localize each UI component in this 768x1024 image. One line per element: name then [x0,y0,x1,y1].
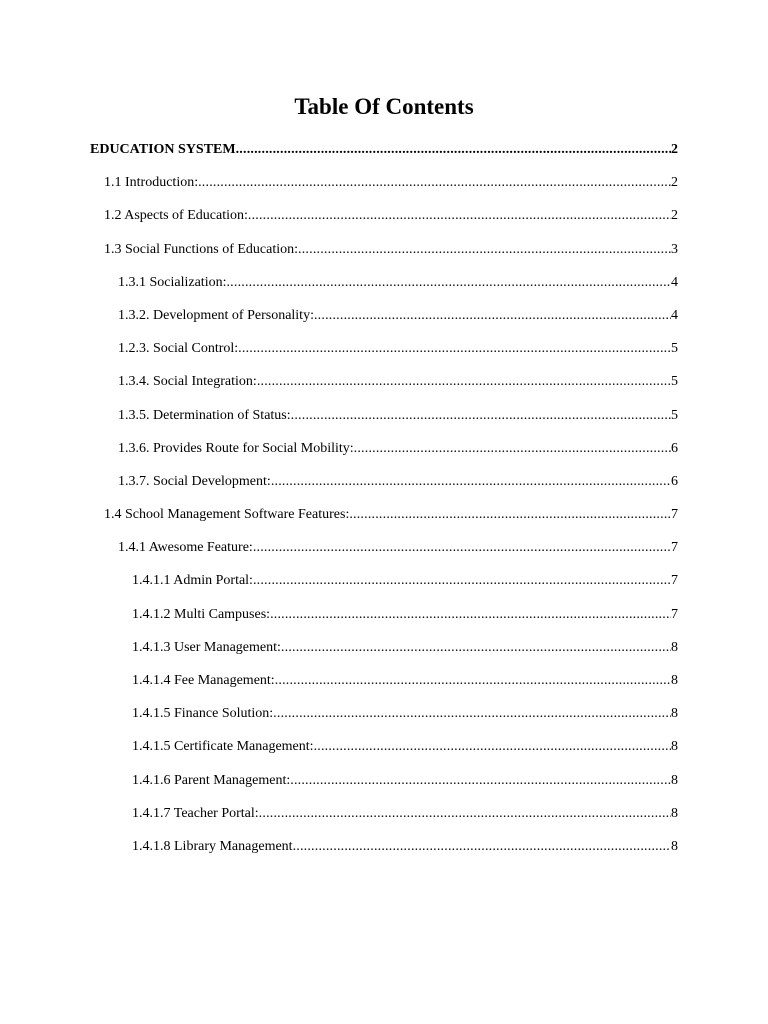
toc-entry-line[interactable] [104,505,678,525]
toc-entry-page-number: 2 [671,208,678,224]
toc-entry-line[interactable] [104,173,678,193]
toc-entry-page-number: 8 [671,706,678,722]
toc-entry-page-number: 8 [671,739,678,755]
toc-entry-line[interactable] [104,240,678,260]
toc-entry-text: 1.4.1.8 Library Management [132,838,293,854]
toc-dot-leader [298,240,671,260]
toc-entry-page-number: 8 [671,838,678,854]
toc-dot-leader [293,837,671,857]
toc-entry-line[interactable] [104,206,678,226]
toc-entry-text: 1.1 Introduction: [104,175,199,191]
toc-entry[interactable] [0,770,768,803]
toc-entry-page-number: 7 [671,540,678,556]
toc-entry[interactable] [0,272,768,305]
toc-entry-text: 1.4.1.6 Parent Management: [132,772,291,788]
toc-entry-text: 1.4.1.5 Finance Solution: [132,706,274,722]
toc-entry-text: 1.3 Social Functions of Education: [104,241,299,257]
toc-entry-text: 1.3.2. Development of Personality: [118,307,314,323]
toc-entry[interactable] [0,471,768,504]
toc-dot-leader [291,406,671,426]
toc-entry-line[interactable] [132,704,678,724]
toc-entry-page-number: 6 [671,440,678,456]
toc-entry-page-number: 3 [671,241,678,257]
toc-dot-leader [349,505,671,525]
toc-entry-line[interactable] [118,538,678,558]
toc-dot-leader [253,538,671,558]
toc-entry[interactable] [0,405,768,438]
toc-entry-text: 1.2.3. Social Control: [118,341,239,357]
toc-entry-text: 1.4.1.1 Admin Portal: [132,573,253,589]
toc-entry-page-number: 6 [671,473,678,489]
toc-entry-page-number: 8 [671,772,678,788]
toc-list [0,139,768,869]
toc-entry-text: EDUCATION SYSTEM [90,142,236,157]
toc-entry-line[interactable] [132,571,678,591]
toc-entry[interactable] [0,205,768,238]
toc-dot-leader [198,173,671,193]
toc-entry[interactable] [0,836,768,869]
toc-entry-line[interactable] [118,372,678,392]
toc-entry-text: 1.3.4. Social Integration: [118,374,257,390]
toc-entry-page-number: 2 [671,175,678,191]
toc-entry[interactable] [0,537,768,570]
toc-entry-page-number: 5 [671,407,678,423]
toc-dot-leader [259,804,671,824]
toc-dot-leader [275,671,671,691]
toc-entry-page-number: 5 [671,374,678,390]
toc-entry-page-number: 8 [671,639,678,655]
toc-entry[interactable] [0,803,768,836]
toc-entry[interactable] [0,604,768,637]
toc-dot-leader [248,206,671,226]
toc-entry-page-number: 2 [671,142,678,157]
toc-dot-leader [270,605,671,625]
toc-entry-line[interactable] [132,671,678,691]
toc-entry-page-number: 8 [671,805,678,821]
toc-entry-text: 1.4.1.7 Teacher Portal: [132,805,259,821]
toc-entry-text: 1.2 Aspects of Education: [104,208,248,224]
toc-entry-text: 1.4.1.5 Certificate Management: [132,739,314,755]
toc-dot-leader [314,306,671,326]
toc-entry-page-number: 7 [671,573,678,589]
toc-entry[interactable] [0,703,768,736]
toc-dot-leader [236,140,671,160]
toc-entry-text: 1.3.1 Socialization: [118,274,227,290]
toc-dot-leader [273,704,671,724]
toc-entry[interactable] [0,239,768,272]
toc-entry[interactable] [0,172,768,205]
toc-entry-line[interactable] [132,771,678,791]
toc-entry-page-number: 7 [671,507,678,523]
toc-entry[interactable] [0,736,768,769]
toc-entry-line[interactable] [118,306,678,326]
toc-entry-text: 1.3.7. Social Development: [118,473,271,489]
toc-entry-page-number: 7 [671,606,678,622]
toc-entry-line[interactable] [132,605,678,625]
toc-entry-page-number: 5 [671,341,678,357]
toc-entry[interactable] [0,637,768,670]
toc-entry-line[interactable] [118,273,678,293]
toc-entry-page-number: 4 [671,307,678,323]
toc-entry[interactable] [0,139,768,172]
toc-entry-line[interactable] [118,339,678,359]
toc-entry-line[interactable] [90,140,678,160]
toc-entry-text: 1.3.6. Provides Route for Social Mobility: [118,440,354,456]
toc-entry-line[interactable] [132,804,678,824]
toc-dot-leader [314,737,671,757]
toc-entry[interactable] [0,570,768,603]
toc-entry-line[interactable] [118,406,678,426]
toc-dot-leader [281,638,671,658]
toc-entry-line[interactable] [132,737,678,757]
toc-entry-text: 1.4.1 Awesome Feature: [118,540,253,556]
toc-entry[interactable] [0,504,768,537]
toc-entry-page-number: 4 [671,274,678,290]
toc-entry[interactable] [0,670,768,703]
toc-entry-line[interactable] [132,638,678,658]
toc-entry-text: 1.3.5. Determination of Status: [118,407,291,423]
toc-entry-text: 1.4 School Management Software Features: [104,507,350,523]
toc-entry-text: 1.4.1.3 User Management: [132,639,281,655]
toc-entry-page-number: 8 [671,673,678,688]
toc-entry-line[interactable] [132,837,678,857]
toc-entry[interactable] [0,438,768,471]
toc-entry-line[interactable] [118,439,678,459]
toc-entry[interactable] [0,371,768,404]
toc-dot-leader [238,339,671,359]
toc-entry-line[interactable] [118,472,678,492]
toc-entry[interactable] [0,305,768,338]
toc-dot-leader [271,472,671,492]
toc-title: Table Of Contents [294,94,474,119]
toc-dot-leader [290,771,671,791]
toc-entry-text: 1.4.1.2 Multi Campuses: [132,606,271,622]
toc-dot-leader [257,372,671,392]
toc-dot-leader [253,571,671,591]
toc-dot-leader [354,439,671,459]
toc-dot-leader [226,273,671,293]
toc-entry-text: 1.4.1.4 Fee Management: [132,673,275,688]
toc-entry[interactable] [0,338,768,371]
